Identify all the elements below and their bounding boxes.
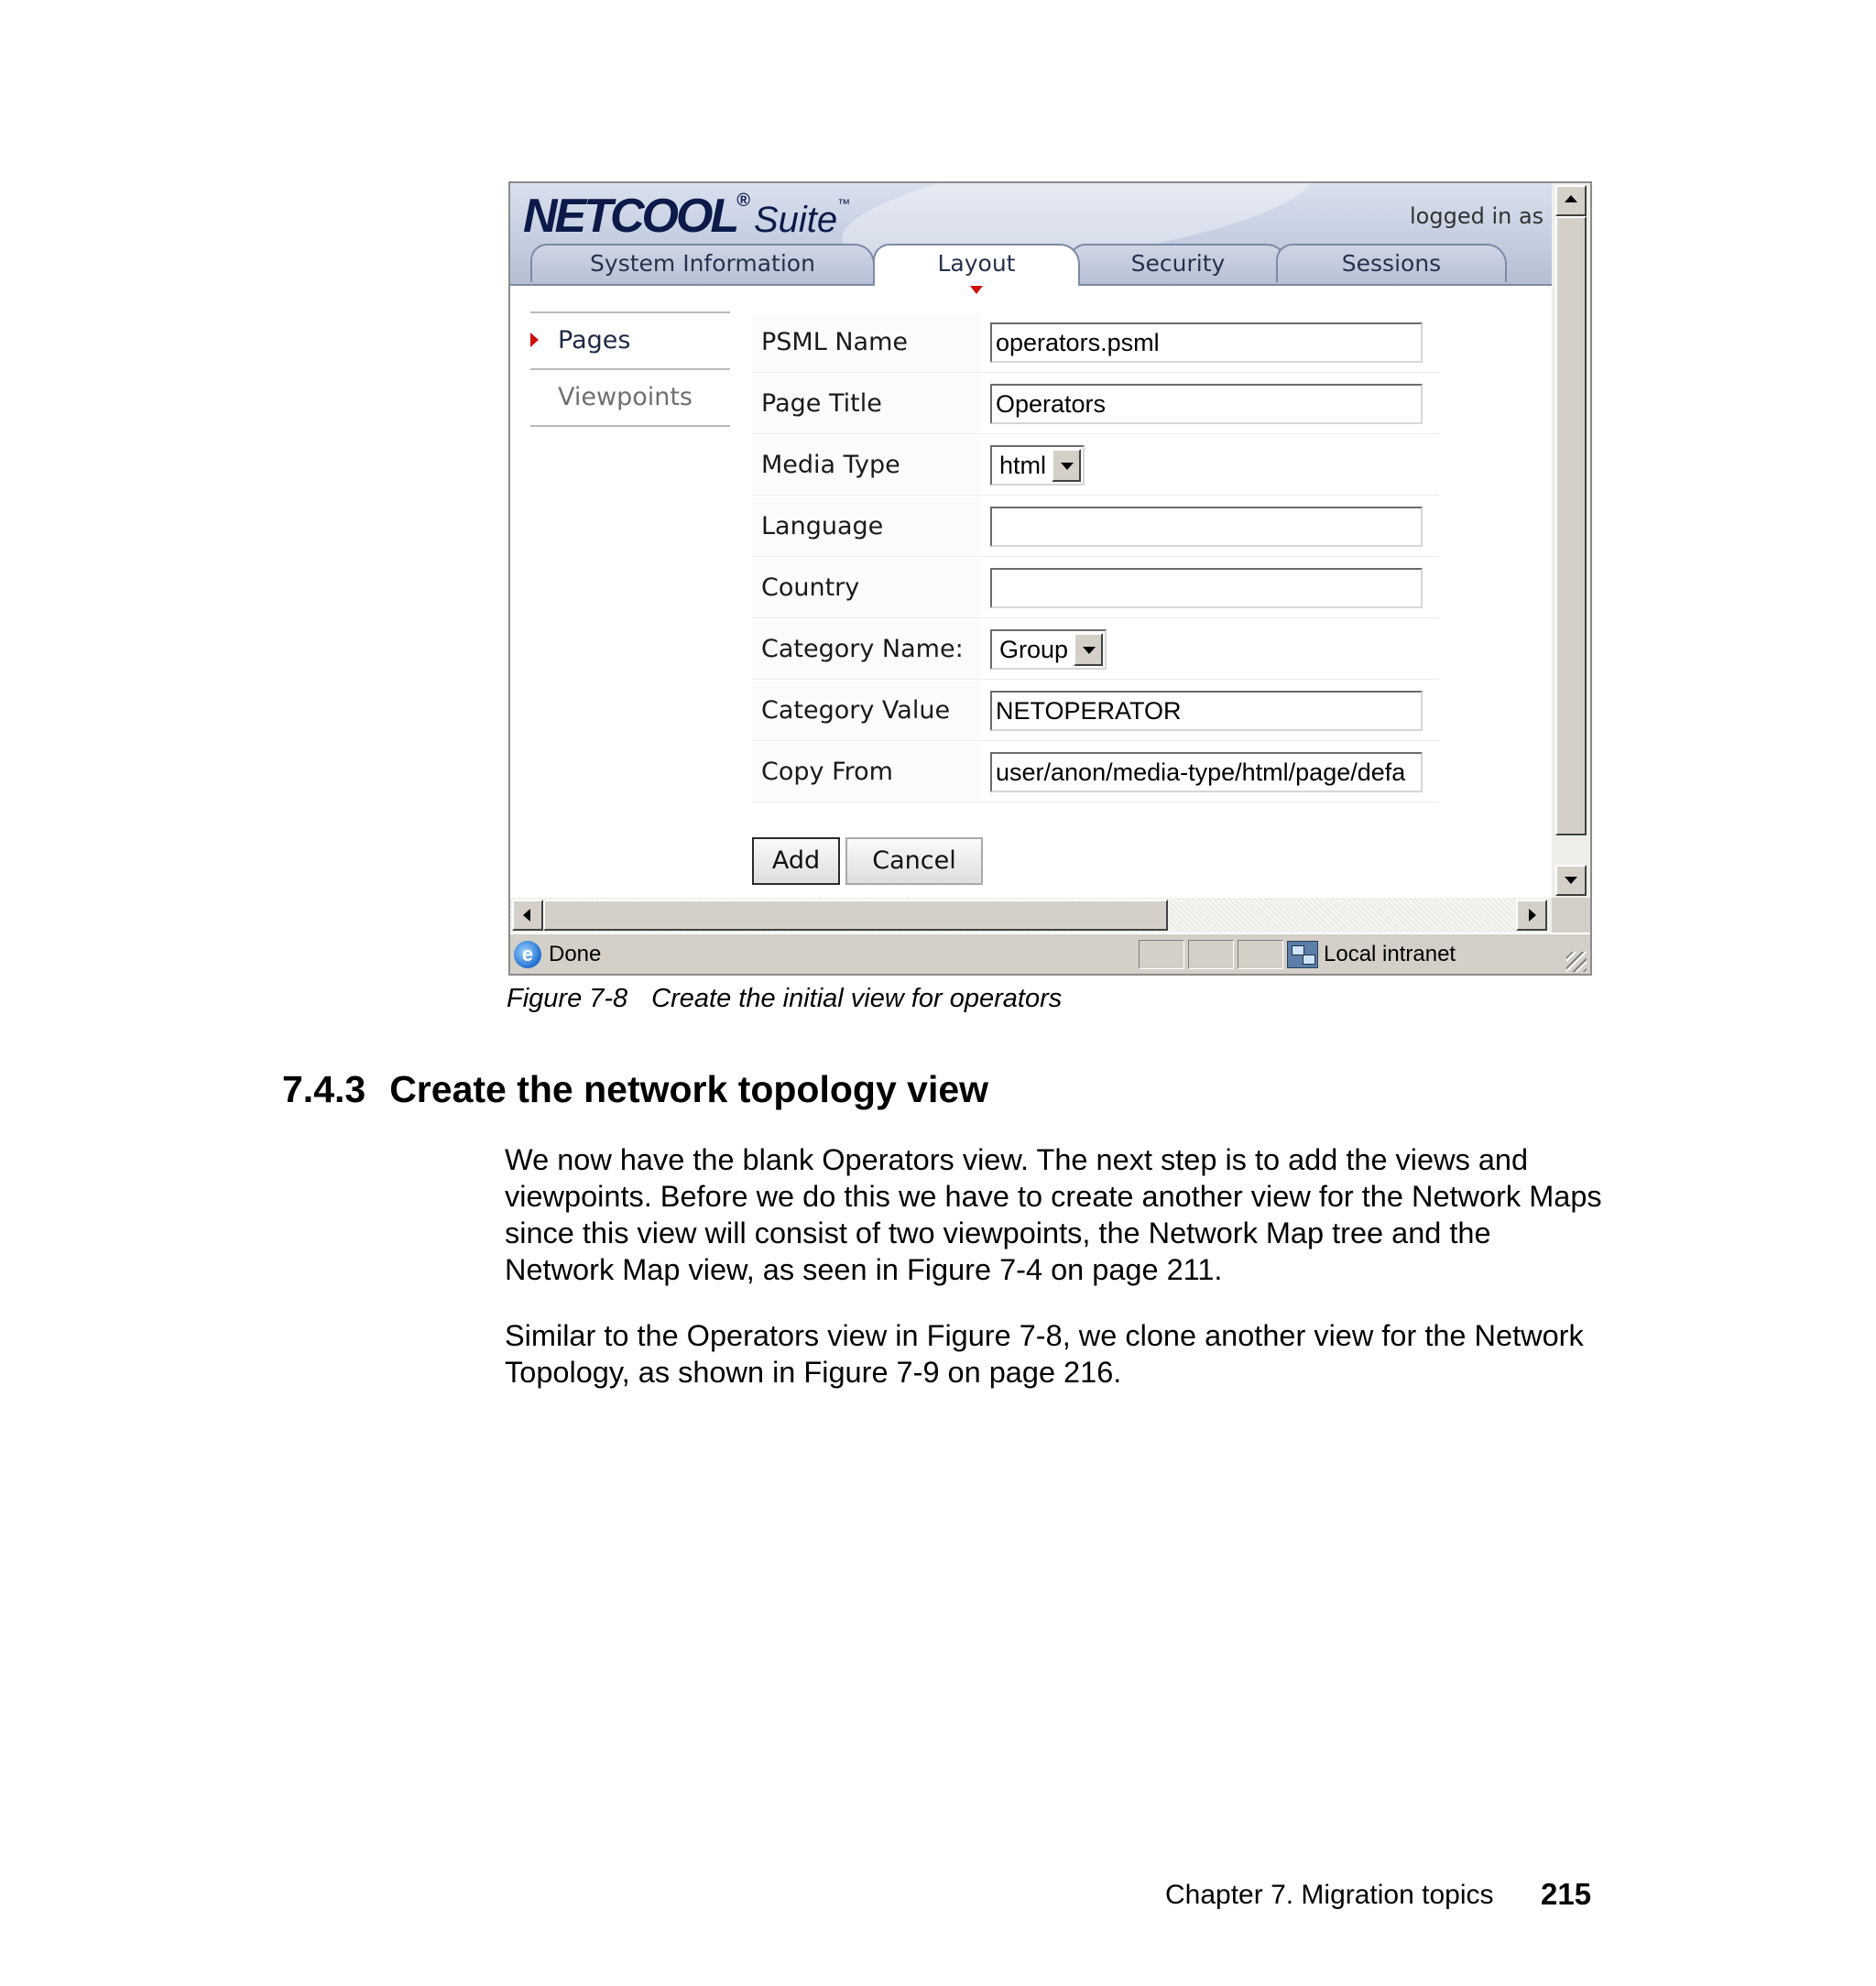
section-heading bbox=[282, 1068, 988, 1111]
field-label: Category Name: bbox=[752, 620, 981, 679]
tab-layout[interactable] bbox=[873, 244, 1080, 286]
scroll-up-arrow-icon[interactable] bbox=[1555, 185, 1587, 216]
section-title: Create the network topology view bbox=[389, 1068, 989, 1110]
psml-name-input[interactable]: operators.psml bbox=[990, 322, 1423, 363]
field-label: Copy From bbox=[752, 743, 981, 802]
sidebar-item-pages[interactable] bbox=[530, 311, 730, 368]
field-label: Page Title bbox=[752, 375, 981, 433]
body-paragraph-2: Similar to the Operators view in Figure 7-8, we clone another view for the Network Topology, as shown in Figure 7-9 on page 216. bbox=[505, 1319, 1584, 1389]
tab-system-information[interactable] bbox=[530, 244, 875, 282]
vertical-scrollbar[interactable] bbox=[1552, 183, 1590, 898]
form-row-psml-name bbox=[752, 313, 1439, 373]
form-row-category-name bbox=[752, 620, 1439, 680]
horizontal-scroll-thumb[interactable] bbox=[543, 900, 1168, 931]
section-number: 7.4.3 bbox=[282, 1068, 366, 1110]
field-label: Category Value bbox=[752, 682, 981, 740]
vertical-scroll-thumb[interactable] bbox=[1555, 216, 1587, 835]
page-title-input[interactable]: Operators bbox=[990, 384, 1423, 424]
form-row-country bbox=[752, 559, 1439, 618]
field-label: Language bbox=[752, 497, 981, 556]
scroll-left-arrow-icon[interactable] bbox=[512, 900, 543, 931]
copy-from-input[interactable]: user/anon/media-type/html/page/defa bbox=[990, 752, 1423, 792]
add-button[interactable]: Add bbox=[752, 837, 840, 885]
category-value-input[interactable]: NETOPERATOR bbox=[990, 691, 1423, 731]
zone-text: Local intranet bbox=[1324, 942, 1456, 966]
sidebar-item-viewpoints[interactable] bbox=[530, 368, 730, 427]
country-input[interactable] bbox=[990, 568, 1423, 608]
form-row-copy-from bbox=[752, 743, 1439, 802]
scrollbar-corner bbox=[1552, 898, 1590, 933]
scroll-down-arrow-icon[interactable] bbox=[1555, 865, 1587, 896]
select-value: html bbox=[999, 452, 1047, 479]
tab-label: Security bbox=[1130, 250, 1226, 277]
status-text: Done bbox=[549, 942, 602, 966]
side-navigation bbox=[530, 311, 730, 427]
local-intranet-icon bbox=[1287, 941, 1318, 968]
form-row-language bbox=[752, 497, 1439, 557]
figure-caption bbox=[507, 984, 1062, 1014]
field-label: PSML Name bbox=[752, 313, 981, 372]
figure-caption-text: Create the initial view for operators bbox=[651, 984, 1063, 1013]
tab-label: Layout bbox=[937, 250, 1016, 277]
netcool-suite-logo: NETCOOL® Suite™ bbox=[523, 190, 851, 243]
category-name-select[interactable] bbox=[990, 629, 1107, 670]
field-label: Country bbox=[752, 559, 981, 617]
status-pane bbox=[1238, 940, 1283, 969]
form-row-page-title bbox=[752, 375, 1439, 434]
active-tab-indicator-icon bbox=[970, 286, 983, 294]
form-row-category-value bbox=[752, 682, 1439, 741]
logged-in-text: logged in as bbox=[1410, 203, 1544, 229]
sidebar-item-label: Pages bbox=[558, 326, 631, 355]
scroll-right-arrow-icon[interactable] bbox=[1516, 900, 1547, 931]
sidebar-item-label: Viewpoints bbox=[558, 383, 693, 411]
select-value: Group bbox=[999, 636, 1069, 663]
tab-sessions[interactable] bbox=[1276, 244, 1507, 282]
tab-label: System Information bbox=[590, 250, 815, 277]
tab-label: Sessions bbox=[1341, 250, 1442, 277]
field-label: Media Type bbox=[752, 436, 981, 495]
selected-arrow-icon bbox=[530, 333, 539, 347]
tab-bar bbox=[510, 244, 1552, 286]
status-bar bbox=[510, 933, 1590, 976]
figure-number: Figure 7-8 bbox=[507, 984, 628, 1013]
status-pane bbox=[1139, 940, 1184, 969]
ie-page-icon: e bbox=[514, 941, 541, 968]
language-input[interactable] bbox=[990, 507, 1423, 547]
form-row-media-type bbox=[752, 436, 1439, 496]
page-number: 215 bbox=[1541, 1877, 1592, 1911]
netcool-screenshot bbox=[508, 181, 1592, 976]
body-paragraph-1: We now have the blank Operators view. The next step is to add the views and viewpoints. Before we do this we have to create another view for the Network Maps since this view will consist of two viewpoints, the Network Map tree and the Network Map view, as seen in Figure 7-4 on page 211. bbox=[505, 1143, 1602, 1286]
chevron-down-icon[interactable] bbox=[1052, 449, 1081, 482]
chevron-down-icon[interactable] bbox=[1074, 633, 1103, 666]
status-pane bbox=[1188, 940, 1234, 969]
tab-security[interactable] bbox=[1069, 244, 1287, 282]
media-type-select[interactable] bbox=[990, 445, 1085, 486]
cancel-button[interactable]: Cancel bbox=[845, 837, 983, 885]
horizontal-scrollbar[interactable] bbox=[510, 898, 1552, 933]
resize-grip-icon[interactable] bbox=[1566, 952, 1587, 972]
footer-chapter: Chapter 7. Migration topics bbox=[1165, 1880, 1494, 1910]
banner bbox=[510, 183, 1552, 284]
